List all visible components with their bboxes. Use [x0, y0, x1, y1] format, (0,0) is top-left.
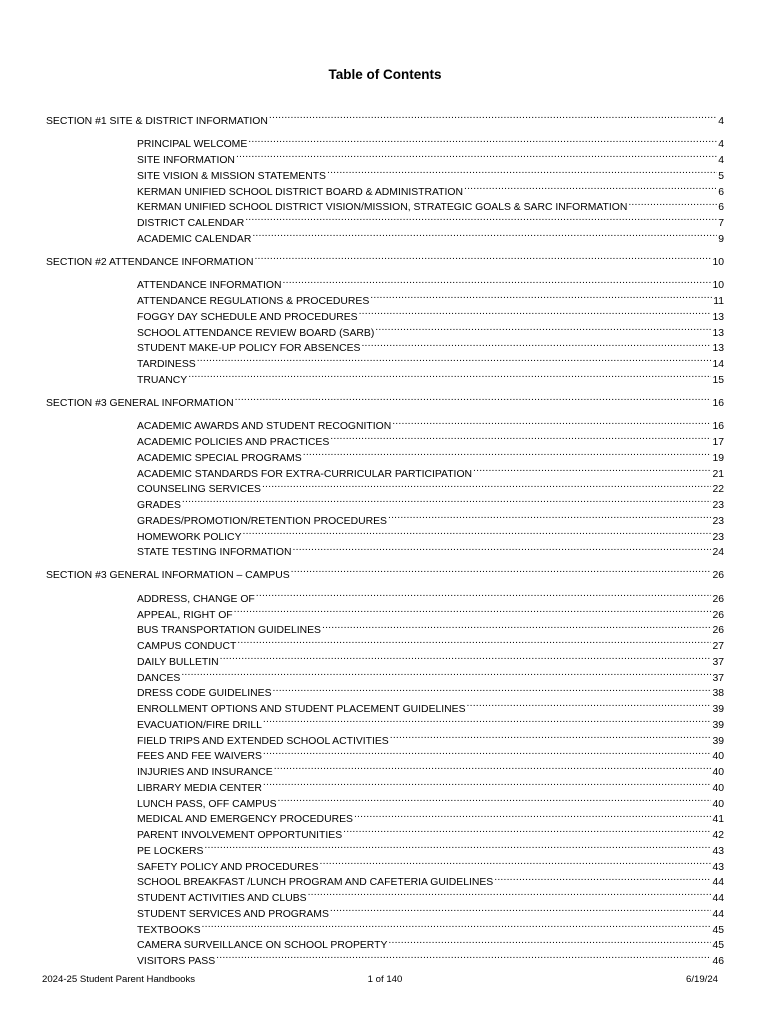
toc-entry-page: 37: [712, 656, 724, 668]
toc-entry-label: SECTION #1 SITE & DISTRICT INFORMATION: [46, 115, 268, 127]
toc-entry-page: 23: [712, 500, 724, 512]
toc-dot-leader: [235, 390, 712, 406]
toc-entry-page: 40: [712, 782, 724, 794]
toc-dot-leader: [278, 791, 712, 807]
toc-section-entry[interactable]: [46, 390, 724, 409]
toc-entry-page: 4: [718, 155, 724, 167]
toc-entry-label: PARENT INVOLVEMENT OPPORTUNITIES: [137, 830, 343, 841]
toc-entry-label: APPEAL, RIGHT OF: [137, 609, 233, 621]
toc-dot-leader: [392, 414, 711, 430]
toc-dot-leader: [248, 132, 717, 148]
toc-entry-label: ADDRESS, CHANGE OF: [137, 593, 255, 605]
toc-dot-leader: [234, 602, 712, 618]
toc-entry-label: SECTION #3 GENERAL INFORMATION: [46, 397, 234, 409]
toc-dot-leader: [370, 288, 712, 304]
toc-entry-label: FIELD TRIPS AND EXTENDED SCHOOL ACTIVITIES: [137, 735, 389, 747]
toc-entry-label: PE LOCKERS: [137, 845, 204, 857]
toc-entry-page: 40: [712, 798, 724, 810]
toc-section-entry[interactable]: [46, 562, 724, 582]
toc-dot-leader: [473, 461, 711, 477]
toc-entry-label: MEDICAL AND EMERGENCY PROCEDURES: [137, 814, 353, 826]
toc-entry-page: 4: [718, 139, 724, 151]
toc-entry-label: FEES AND FEE WAIVERS: [137, 751, 262, 763]
toc-entry-page: 11: [713, 296, 724, 308]
toc-entry-page: 13: [712, 311, 724, 323]
toc-dot-leader: [467, 696, 712, 712]
toc-entry[interactable]: [137, 854, 724, 873]
toc-dot-leader: [236, 147, 717, 163]
toc-entry-label: SCHOOL BREAKFAST /LUNCH PROGRAM AND CAFETERIA GUIDELINES: [137, 877, 494, 889]
toc-entry-page: 16: [712, 421, 724, 433]
toc-entry-page: 44: [712, 893, 724, 904]
toc-dot-leader: [494, 870, 711, 886]
toc-entry-page: 27: [712, 641, 724, 652]
toc-entry-page: 7: [718, 218, 724, 230]
toc-dot-leader: [273, 681, 712, 697]
toc-entry-page: 43: [712, 845, 724, 857]
toc-entry-label: GRADES/PROMOTION/RETENTION PROCEDURES: [137, 515, 387, 527]
toc-entry[interactable]: [137, 273, 724, 292]
toc-entry-label: CAMPUS CONDUCT: [137, 641, 237, 652]
toc-entry-page: 41: [712, 814, 724, 826]
table-of-contents: [0, 108, 770, 967]
toc-entry-page: 19: [712, 452, 724, 464]
toc-dot-leader: [188, 367, 711, 383]
toc-entry[interactable]: [137, 414, 724, 433]
toc-dot-leader: [262, 477, 711, 493]
toc-entry-label: SITE VISION & MISSION STATEMENTS: [137, 170, 326, 182]
toc-entry-label: HOMEWORK POLICY: [137, 531, 242, 543]
toc-entry[interactable]: [137, 665, 724, 684]
toc-entry-label: ACADEMIC STANDARDS FOR EXTRA-CURRICULAR PARTICIPATION: [137, 468, 473, 480]
toc-entry-page: 22: [712, 484, 724, 496]
toc-entry[interactable]: [137, 948, 724, 967]
toc-entry-page: 14: [712, 359, 724, 371]
toc-entry[interactable]: [137, 351, 724, 371]
page-title: Table of Contents: [328, 67, 442, 82]
toc-entry-page: 44: [712, 908, 724, 920]
toc-dot-leader: [256, 586, 712, 602]
toc-entry-label: EVACUATION/FIRE DRILL: [137, 719, 262, 731]
toc-dot-leader: [283, 273, 712, 289]
toc-entry-label: KERMAN UNIFIED SCHOOL DISTRICT BOARD & ADMINISTRATION: [137, 186, 463, 198]
toc-entry-page: 16: [712, 397, 724, 409]
toc-entry-page: 26: [712, 625, 724, 637]
toc-entry[interactable]: [137, 681, 724, 700]
toc-dot-leader: [375, 320, 711, 336]
toc-dot-leader: [343, 822, 711, 838]
toc-entry-page: 39: [712, 719, 724, 731]
toc-dot-leader: [354, 807, 712, 823]
toc-entry[interactable]: [137, 132, 724, 151]
toc-dot-leader: [274, 759, 712, 775]
toc-entry-page: 21: [712, 468, 724, 480]
toc-entry-page: 46: [712, 956, 724, 967]
toc-entry-page: 40: [712, 751, 724, 763]
toc-entry-page: 13: [712, 327, 724, 339]
toc-dot-leader: [181, 665, 711, 681]
toc-entry-page: 6: [718, 186, 724, 198]
toc-entry-label: LUNCH PASS, OFF CAMPUS: [137, 798, 277, 810]
toc-entry-label: COUNSELING SERVICES: [137, 484, 261, 496]
toc-entry-page: 9: [718, 233, 724, 245]
toc-entry-page: 43: [712, 861, 724, 873]
toc-dot-leader: [243, 524, 712, 540]
toc-entry-page: 23: [712, 515, 724, 527]
toc-dot-leader: [220, 649, 712, 665]
toc-dot-leader: [182, 492, 712, 508]
toc-dot-leader: [291, 562, 712, 578]
toc-entry-page: 6: [718, 202, 724, 214]
toc-dot-leader: [388, 508, 711, 524]
toc-entry-label: CAMERA SURVEILLANCE ON SCHOOL PROPERTY: [137, 940, 388, 952]
toc-dot-leader: [308, 885, 712, 901]
toc-entry-page: 26: [712, 609, 724, 621]
toc-entry-label: STUDENT SERVICES AND PROGRAMS: [137, 908, 329, 920]
toc-entry-page: 42: [712, 830, 724, 841]
toc-dot-leader: [197, 351, 712, 367]
toc-dot-leader: [263, 775, 712, 791]
toc-entry[interactable]: [137, 586, 724, 605]
toc-entry-label: DAILY BULLETIN: [137, 656, 219, 668]
toc-entry-label: ACADEMIC SPECIAL PROGRAMS: [137, 452, 302, 464]
toc-dot-leader: [330, 429, 711, 445]
toc-dot-leader: [204, 838, 711, 854]
toc-entry-label: TARDINESS: [137, 359, 196, 371]
toc-entry-page: 23: [712, 531, 724, 543]
toc-entry-page: 39: [712, 704, 724, 715]
toc-entry-label: SITE INFORMATION: [137, 155, 235, 167]
toc-entry-label: TEXTBOOKS: [137, 924, 201, 936]
toc-entry-page: 44: [712, 877, 724, 889]
toc-entry-label: LIBRARY MEDIA CENTER: [137, 782, 262, 794]
toc-dot-leader: [263, 712, 712, 728]
toc-dot-leader: [327, 163, 717, 179]
toc-entry-page: 10: [712, 256, 724, 268]
toc-entry-label: STUDENT MAKE-UP POLICY FOR ABSENCES: [137, 343, 361, 355]
footer-page-number: 1 of 140: [367, 974, 403, 985]
toc-entry-page: 26: [712, 570, 724, 582]
footer-date: 6/19/24: [685, 974, 718, 985]
toc-entry-page: 38: [712, 688, 724, 700]
toc-dot-leader: [361, 336, 711, 352]
toc-entry-page: 5: [718, 170, 724, 182]
toc-entry-label: SECTION #3 GENERAL INFORMATION – CAMPUS: [46, 570, 290, 582]
toc-entry-label: ACADEMIC POLICIES AND PRACTICES: [137, 437, 330, 449]
toc-entry-page: 15: [712, 374, 724, 386]
toc-dot-leader: [269, 108, 717, 124]
toc-entry-label: SCHOOL ATTENDANCE REVIEW BOARD (SARB): [137, 327, 375, 339]
toc-entry[interactable]: [137, 917, 724, 936]
toc-entry-page: 17: [712, 437, 724, 449]
toc-entry-label: ENROLLMENT OPTIONS AND STUDENT PLACEMENT GUIDELINES: [137, 704, 466, 715]
toc-entry-page: 13: [712, 343, 724, 355]
toc-entry-page: 45: [712, 924, 724, 936]
toc-dot-leader: [252, 226, 717, 242]
toc-entry-label: KERMAN UNIFIED SCHOOL DISTRICT VISION/MISSION, STRATEGIC GOALS & SARC INFORMATION: [137, 202, 628, 214]
toc-section-entry[interactable]: [46, 249, 724, 268]
toc-entry-page: 10: [712, 280, 724, 292]
toc-entry-label: SAFETY POLICY AND PROCEDURES: [137, 861, 319, 873]
toc-dot-leader: [216, 948, 711, 964]
toc-dot-leader: [303, 445, 712, 461]
toc-entry-label: STUDENT ACTIVITIES AND CLUBS: [137, 893, 307, 904]
toc-entry[interactable]: [137, 838, 724, 857]
toc-dot-leader: [388, 933, 711, 949]
toc-entry[interactable]: [137, 933, 724, 952]
toc-entry-label: ACADEMIC AWARDS AND STUDENT RECOGNITION: [137, 421, 392, 433]
toc-entry-label: STATE TESTING INFORMATION: [137, 547, 292, 559]
toc-dot-leader: [237, 633, 711, 649]
toc-entry-label: TRUANCY: [137, 374, 188, 386]
toc-entry-page: 26: [712, 593, 724, 605]
toc-dot-leader: [263, 744, 712, 760]
toc-entry[interactable]: [137, 508, 724, 527]
toc-dot-leader: [254, 249, 711, 265]
toc-entry-label: PRINCIPAL WELCOME: [137, 139, 248, 151]
toc-entry-label: FOGGY DAY SCHEDULE AND PROCEDURES: [137, 311, 358, 323]
toc-entry-label: DRESS CODE GUIDELINES: [137, 688, 272, 700]
toc-entry-label: ACADEMIC CALENDAR: [137, 233, 252, 245]
toc-entry-label: INJURIES AND INSURANCE: [137, 767, 273, 778]
toc-dot-leader: [390, 728, 712, 744]
toc-dot-leader: [320, 854, 712, 870]
toc-entry-label: GRADES: [137, 500, 181, 512]
toc-entry-page: 24: [712, 547, 724, 559]
toc-entry-label: SECTION #2 ATTENDANCE INFORMATION: [46, 256, 254, 268]
toc-dot-leader: [293, 540, 712, 556]
toc-dot-leader: [628, 195, 717, 211]
toc-dot-leader: [322, 618, 711, 634]
toc-entry-label: DANCES: [137, 672, 181, 684]
toc-section-entry[interactable]: [46, 108, 724, 127]
toc-dot-leader: [202, 917, 712, 933]
toc-dot-leader: [245, 210, 717, 226]
toc-entry-label: ATTENDANCE INFORMATION: [137, 280, 282, 292]
toc-entry-page: 40: [712, 767, 724, 778]
toc-entry[interactable]: [137, 367, 724, 386]
toc-entry[interactable]: [137, 492, 724, 512]
toc-entry-label: VISITORS PASS: [137, 956, 216, 967]
toc-entry[interactable]: [137, 649, 724, 668]
toc-entry-label: DISTRICT CALENDAR: [137, 218, 245, 230]
toc-entry-label: ATTENDANCE REGULATIONS & PROCEDURES: [137, 296, 370, 308]
footer-handbook-title: 2024-25 Student Parent Handbooks: [42, 974, 196, 985]
toc-dot-leader: [464, 179, 717, 195]
toc-dot-leader: [359, 304, 712, 320]
toc-dot-leader: [330, 901, 712, 917]
toc-entry-page: 4: [718, 115, 724, 127]
toc-entry-page: 37: [712, 672, 724, 684]
toc-entry-page: 39: [712, 735, 724, 747]
toc-entry-page: 45: [712, 940, 724, 952]
toc-entry-label: BUS TRANSPORTATION GUIDELINES: [137, 625, 321, 637]
